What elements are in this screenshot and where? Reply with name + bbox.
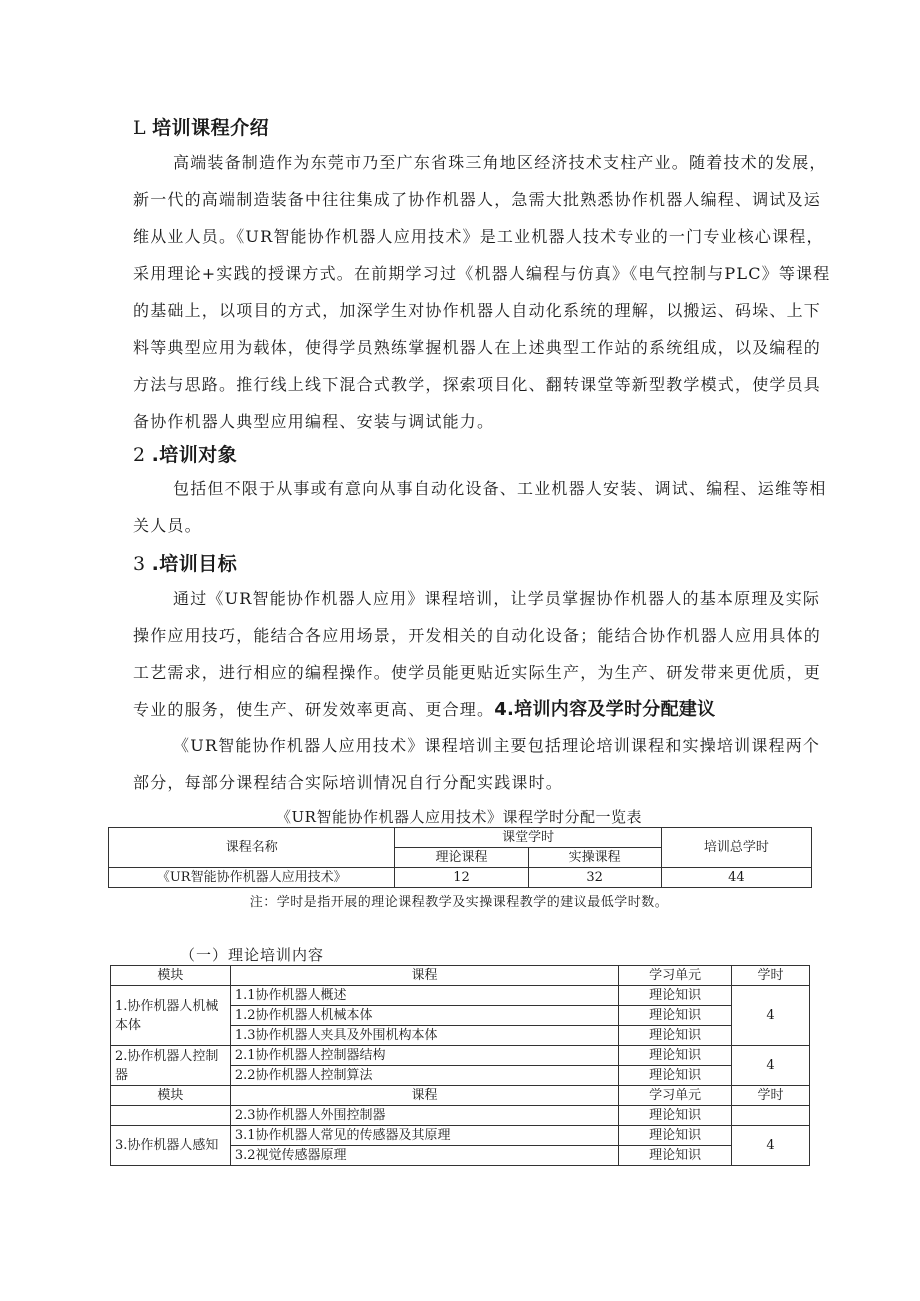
section3-number: 3 (133, 553, 146, 575)
course-cell: 1.2协作机器人机械本体 (230, 1006, 618, 1026)
hours-cell: 4 (732, 1126, 810, 1166)
theory-training-subheading: （一）理论培训内容 (180, 946, 325, 964)
paragraph-line: 新一代的高端制造装备中往往集成了协作机器人，急需大批熟悉协作机器人编程、调试及运 (133, 190, 822, 209)
course-cell: 3.2视觉传感器原理 (230, 1146, 618, 1166)
section2-title: .培训对象 (151, 444, 238, 466)
section3-heading (133, 549, 237, 576)
section1-heading (133, 113, 269, 140)
cell-theory-hours: 12 (395, 868, 528, 888)
cell-course-name: 《UR智能协作机器人应用技术》 (109, 868, 395, 888)
table-row (111, 1086, 810, 1106)
paragraph-line: 工艺需求，进行相应的编程操作。使学员能更贴近实际生产，为生产、研发带来更优质，更 (133, 663, 822, 682)
unit-cell: 理论知识 (619, 1066, 732, 1086)
header-hours: 学时 (732, 966, 810, 986)
header-module: 模块 (111, 1086, 231, 1106)
paragraph-line: 采用理论+实践的授课方式。在前期学习过《机器人编程与仿真》《电气控制与PLC》等课程 (133, 264, 831, 283)
paragraph-line: 料等典型应用为载体，使得学员熟练掌握机器人在上述典型工作站的系统组成，以及编程的 (133, 338, 822, 357)
theory-content-table (110, 965, 810, 1166)
unit-cell: 理论知识 (619, 1126, 732, 1146)
header-unit: 学习单元 (619, 966, 732, 986)
table-row (111, 986, 810, 1006)
cell-total-hours: 44 (661, 868, 811, 888)
table1-note: 注：学时是指开展的理论课程教学及实操课程教学的建议最低学时数。 (249, 895, 669, 910)
paragraph-line: 的基础上，以项目的方式，加深学生对协作机器人自动化系统的理解，以搬运、码垛、上下 (133, 301, 822, 320)
module-cell (111, 1106, 231, 1126)
paragraph-line (133, 691, 815, 728)
header-module: 模块 (111, 966, 231, 986)
table-row (111, 966, 810, 986)
section4-paragraph (133, 727, 821, 801)
paragraph-line: 维从业人员。《UR智能协作机器人应用技术》是工业机器人技术专业的一门专业核心课程， (133, 227, 824, 246)
paragraph-line: 备协作机器人典型应用编程、安装与调试能力。 (133, 412, 495, 431)
table1-caption: 《UR智能协作机器人应用技术》课程学时分配一览表 (276, 808, 642, 826)
section1-title: 培训课程介绍 (152, 117, 270, 139)
section2-number: 2 (133, 444, 146, 466)
header-course-name: 课程名称 (109, 828, 395, 868)
cell-practice-hours: 32 (528, 868, 661, 888)
unit-cell: 理论知识 (619, 1106, 732, 1126)
unit-cell: 理论知识 (619, 1046, 732, 1066)
header-class-hours: 课堂学时 (395, 828, 661, 848)
course-cell: 2.1协作机器人控制器结构 (230, 1046, 618, 1066)
module-cell: 3.协作机器人感知 (111, 1126, 231, 1166)
table-row (109, 868, 812, 888)
paragraph-line: 高端装备制造作为东莞市乃至广东省珠三角地区经济技术支柱产业。随着技术的发展， (173, 153, 827, 172)
section1-number: L (133, 117, 147, 139)
paragraph-line: 关人员。 (133, 516, 202, 535)
course-cell: 2.2协作机器人控制算法 (230, 1066, 618, 1086)
table-row (109, 828, 812, 848)
header-theory: 理论课程 (395, 848, 528, 868)
table-row (111, 1126, 810, 1146)
section1-paragraph (133, 144, 831, 440)
course-cell: 1.3协作机器人夹具及外围机构本体 (230, 1026, 618, 1046)
paragraph-line: 包括但不限于从事或有意向从事自动化设备、工业机器人安装、调试、编程、运维等相 (173, 479, 827, 498)
paragraph-line: 通过《UR智能协作机器人应用》课程培训，让学员掌握协作机器人的基本原理及实际 (173, 589, 821, 608)
module-cell: 2.协作机器人控制器 (111, 1046, 231, 1086)
section3-title: .培训目标 (151, 553, 238, 575)
section3-last-line: 专业的服务，使生产、研发效率更高、更合理。 (133, 700, 495, 719)
header-course: 课程 (230, 966, 618, 986)
hours-cell: 4 (732, 1046, 810, 1086)
header-practice: 实操课程 (528, 848, 661, 868)
paragraph-line: 方法与思路。推行线上线下混合式教学，探索项目化、翻转课堂等新型教学模式，使学员具 (133, 375, 822, 394)
section4-heading: 4.培训内容及学时分配建议 (494, 699, 716, 720)
table-row (111, 1106, 810, 1126)
header-unit: 学习单元 (619, 1086, 732, 1106)
unit-cell: 理论知识 (619, 1026, 732, 1046)
unit-cell: 理论知识 (619, 1146, 732, 1166)
paragraph-line: 《UR智能协作机器人应用技术》课程培训主要包括理论培训课程和实操培训课程两个 (173, 736, 821, 755)
section2-paragraph (133, 470, 827, 544)
course-cell: 2.3协作机器人外围控制器 (230, 1106, 618, 1126)
paragraph-line: 操作应用技巧，能结合各应用场景，开发相关的自动化设备；能结合协作机器人应用具体的 (133, 626, 822, 645)
header-course: 课程 (230, 1086, 618, 1106)
table-row (111, 1046, 810, 1066)
module-cell: 1.协作机器人机械本体 (111, 986, 231, 1046)
course-cell: 3.1协作机器人常见的传感器及其原理 (230, 1126, 618, 1146)
hours-cell (732, 1106, 810, 1126)
section3-paragraph (133, 580, 822, 728)
unit-cell: 理论知识 (619, 1006, 732, 1026)
header-total-hours: 培训总学时 (661, 828, 811, 868)
section2-heading (133, 440, 237, 467)
course-cell: 1.1协作机器人概述 (230, 986, 618, 1006)
hours-cell: 4 (732, 986, 810, 1046)
header-hours: 学时 (732, 1086, 810, 1106)
paragraph-line: 部分，每部分课程结合实际培训情况自行分配实践课时。 (133, 773, 564, 792)
unit-cell: 理论知识 (619, 986, 732, 1006)
hours-summary-table (108, 827, 812, 888)
